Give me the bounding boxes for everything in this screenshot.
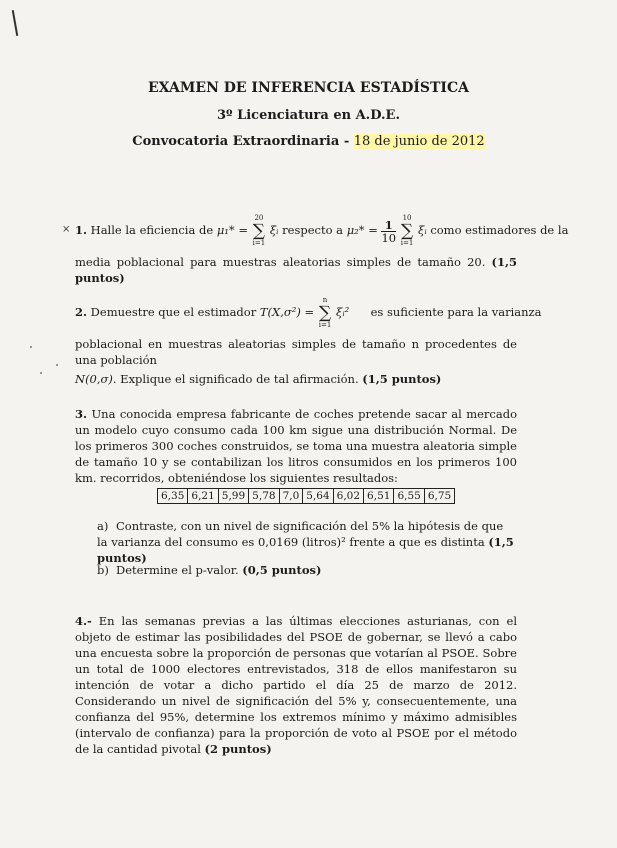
equals-sign: = [368, 223, 378, 237]
points-label: (1,5 puntos) [97, 535, 514, 565]
question-text: media poblacional para muestras aleatorias simples de tamaño 20. [75, 255, 486, 269]
variable: ξᵢ [269, 223, 279, 237]
sigma-symbol: ∑ [318, 303, 332, 323]
question-1-line-2 [75, 254, 517, 286]
item-label: a) [97, 519, 109, 533]
question-text: Halle la eficiencia de [90, 223, 214, 237]
exam-title: EXAMEN DE INFERENCIA ESTADÍSTICA [148, 80, 469, 96]
item-label: b) [97, 563, 109, 577]
estimator-2: μ₂* [346, 223, 365, 237]
summation-1 [253, 214, 266, 248]
sum-upper-limit: 10 [402, 214, 412, 222]
question-1-line-1 [75, 214, 569, 248]
question-3 [75, 406, 517, 486]
fraction-numerator: 1 [381, 219, 396, 232]
question-2 [75, 296, 542, 387]
table-cell: 6,55 [394, 489, 424, 504]
session-line [0, 134, 617, 149]
scan-speck [30, 346, 32, 348]
table-cell: 6,02 [333, 489, 363, 504]
question-text: es suficiente para la varianza [370, 305, 542, 319]
variable: ξᵢ² [336, 305, 350, 319]
points-label: (0,5 puntos) [242, 563, 322, 577]
equals-sign: = [238, 223, 248, 237]
question-3b [97, 562, 517, 578]
sum-upper-limit: 20 [254, 214, 264, 222]
question-1 [75, 214, 569, 286]
scan-speck [56, 364, 58, 366]
sum-upper-limit: n [322, 296, 328, 304]
question-2-line-1 [75, 296, 542, 330]
table-row [158, 489, 455, 504]
table-cell: 6,35 [158, 489, 188, 504]
sum-lower-limit: i=1 [400, 239, 414, 247]
question-text: poblacional en muestras aleatorias simples de tamaño n procedentes de una población [75, 337, 517, 367]
summation [319, 296, 332, 330]
fraction [381, 219, 396, 244]
course-line: 3º Licenciatura en A.D.E. [217, 108, 400, 123]
sigma-symbol: ∑ [400, 221, 414, 241]
question-3a [97, 518, 517, 566]
table-cell: 5,64 [303, 489, 333, 504]
table-cell: 6,21 [188, 489, 218, 504]
summation-2 [401, 214, 414, 248]
question-number: 3. [75, 407, 88, 421]
points-label: (1,5 puntos) [75, 255, 517, 285]
table-cell: 6,51 [364, 489, 394, 504]
variable: ξᵢ [418, 223, 427, 237]
question-4 [75, 613, 517, 757]
sum-lower-limit: i=1 [252, 239, 266, 247]
table-cell: 6,75 [424, 489, 454, 504]
table-cell: 5,78 [249, 489, 279, 504]
pen-mark [12, 10, 18, 36]
question-text: Contraste, con un nivel de significación del 5% la hipótesis de que la varianza del consumo es 0,0169 (litros)² frente a que es distinta [97, 519, 504, 549]
question-text: como estimadores de la [430, 223, 569, 237]
question-number: 4.- [75, 614, 92, 628]
question-text: En las semanas previas a las últimas elecciones asturianas, con el objeto de estimar las posibilidades del PSOE de gobernar, se llevó a cabo una encuesta sobre la proporción de personas que votarían al PSOE. Sobre un total de 1000 electores entrevistados, 318 de ellos manifestaron su intención de votar a dicho partido el día 25 de marzo de 2012. Considerando un nivel de significación del 5% y, consecuentemente, una confianza del 95%, determine los extremos mínimo y máximo admisibles (intervalo de confianza) para la proporción de voto al PSOE por el método de la cantidad pivotal [75, 614, 517, 756]
exam-date: 18 de junio de 2012 [353, 134, 485, 149]
data-table [157, 488, 455, 504]
question-text: Demuestre que el estimador [90, 305, 257, 319]
table-cell: 5,99 [218, 489, 248, 504]
estimator-1: μ₁* [216, 223, 235, 237]
question-text: respecto a [282, 223, 344, 237]
distribution: N(0,σ) [75, 372, 113, 386]
table-cell: 7,0 [279, 489, 303, 504]
points-label: (1,5 puntos) [362, 372, 442, 386]
check-mark: × [62, 224, 71, 235]
sigma-symbol: ∑ [252, 221, 265, 241]
question-text: . Explique el significado de tal afirmación. [112, 372, 359, 386]
question-text: Determine el p-valor. [116, 563, 239, 577]
question-text: Una conocida empresa fabricante de coches pretende sacar al mercado un modelo cuyo consumo cada 100 km sigue una distribución Normal. De los primeros 300 coches construidos, se toma una muestra aleatoria simple de tamaño 10 y se contabilizan los litros consumidos en los primeros 100 km. recorridos, obteniéndose los siguientes resultados: [75, 407, 517, 485]
scan-speck [40, 372, 42, 374]
equals-sign: = [304, 305, 315, 319]
session-label: Convocatoria Extraordinaria - [132, 134, 354, 149]
question-2-line-3 [75, 371, 517, 387]
question-number: 1. [75, 223, 88, 237]
question-number: 2. [75, 305, 88, 319]
statistic: T(X,σ²) [259, 305, 301, 319]
points-label: (2 puntos) [204, 742, 272, 756]
sum-lower-limit: i=1 [318, 321, 332, 329]
fraction-denominator: 10 [381, 230, 397, 245]
